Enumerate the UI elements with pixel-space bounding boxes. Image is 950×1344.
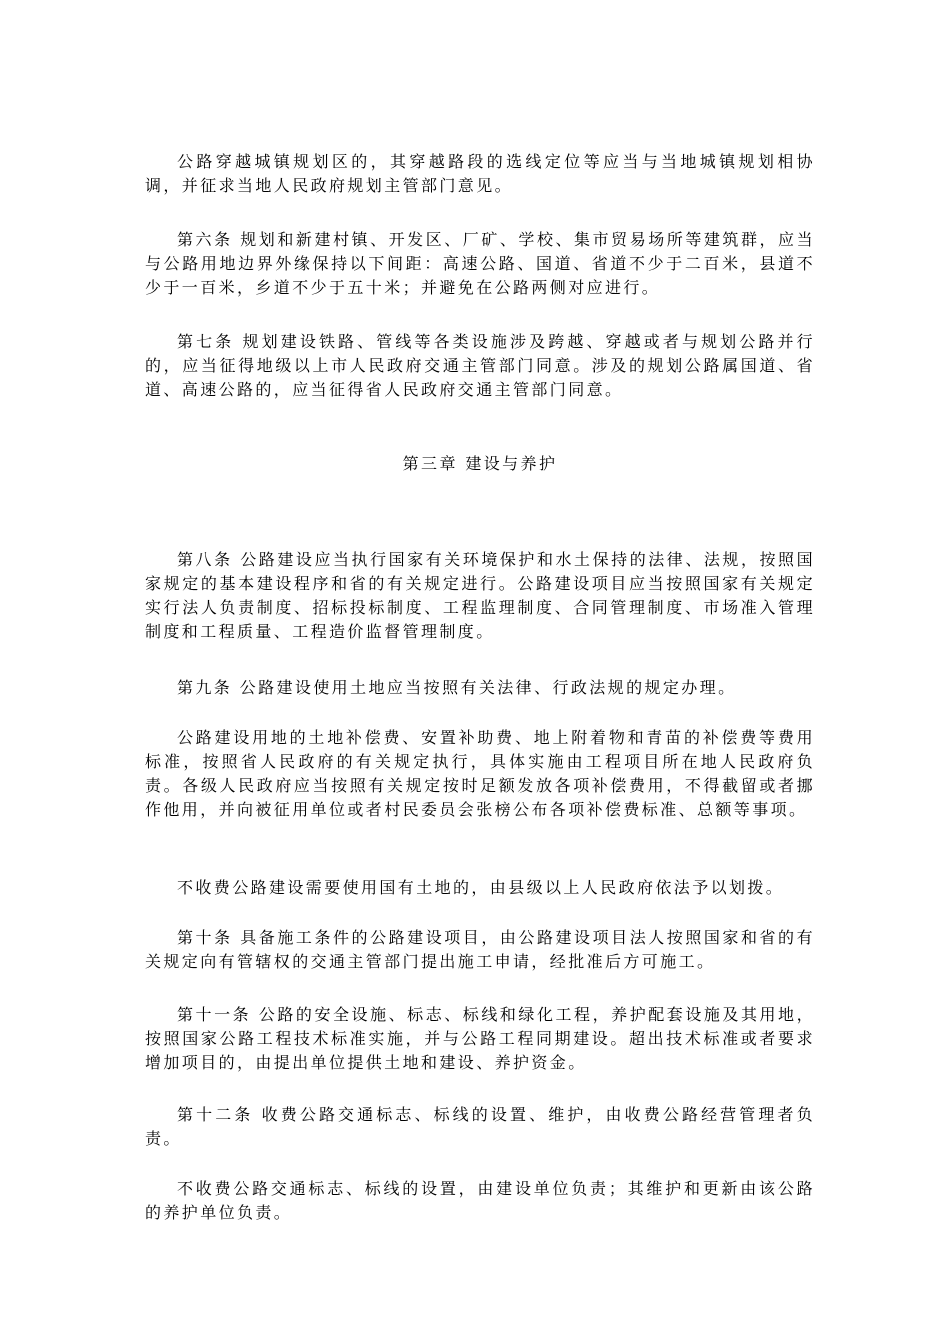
paragraph-article-12: 第十二条 收费公路交通标志、标线的设置、维护，由收费公路经营管理者负责。 (145, 1105, 815, 1148)
paragraph-article-11: 第十一条 公路的安全设施、标志、标线和绿化工程，养护配套设施及其用地，按照国家公路工程技术标准实施，并与公路工程同期建设。超出技术标准或者要求增加项目的，由提出单位提供土地和建设、养护资金。 (145, 1005, 815, 1072)
paragraph-article-8: 第八条 公路建设应当执行国家有关环境保护和水土保持的法律、法规，按照国家规定的基本建设程序和省的有关规定进行。公路建设项目应当按照国家有关规定实行法人负责制度、招标投标制度、工程监理制度、合同管理制度、市场准入管理制度和工程质量、工程造价监督管理制度。 (145, 550, 815, 641)
paragraph-article-9: 第九条 公路建设使用土地应当按照有关法律、行政法规的规定办理。 (177, 678, 737, 697)
paragraph-article-6: 第六条 规划和新建村镇、开发区、厂矿、学校、集市贸易场所等建筑群，应当与公路用地边界外缘保持以下间距：高速公路、国道、省道不少于二百米，县道不少于一百米，乡道不少于五十米；并避免在公路两侧对应进行。 (145, 230, 815, 297)
chapter-heading: 第三章 建设与养护 (402, 454, 558, 473)
paragraph-article-10: 第十条 具备施工条件的公路建设项目，由公路建设项目法人按照国家和省的有关规定向有管辖权的交通主管部门提出施工申请，经批准后方可施工。 (145, 928, 815, 971)
paragraph-article-7: 第七条 规划建设铁路、管线等各类设施涉及跨越、穿越或者与规划公路并行的，应当征得地级以上市人民政府交通主管部门同意。涉及的规划公路属国道、省道、高速公路的，应当征得省人民政府交通主管部门同意。 (145, 332, 815, 399)
paragraph-road-through-town: 公路穿越城镇规划区的，其穿越路段的选线定位等应当与当地城镇规划相协调，并征求当地人民政府规划主管部门意见。 (145, 152, 815, 195)
paragraph-land-compensation: 公路建设用地的土地补偿费、安置补助费、地上附着物和青苗的补偿费等费用标准，按照省人民政府的有关规定执行，具体实施由工程项目所在地人民政府负责。各级人民政府应当按照有关规定按时足额发放各项补偿费用，不得截留或者挪作他用，并向被征用单位或者村民委员会张榜公布各项补偿费标准、总额等事项。 (145, 728, 815, 819)
paragraph-state-land-allocation: 不收费公路建设需要使用国有土地的，由县级以上人民政府依法予以划拨。 (177, 878, 785, 897)
paragraph-non-toll-signs: 不收费公路交通标志、标线的设置，由建设单位负责；其维护和更新由该公路的养护单位负责。 (145, 1179, 815, 1222)
